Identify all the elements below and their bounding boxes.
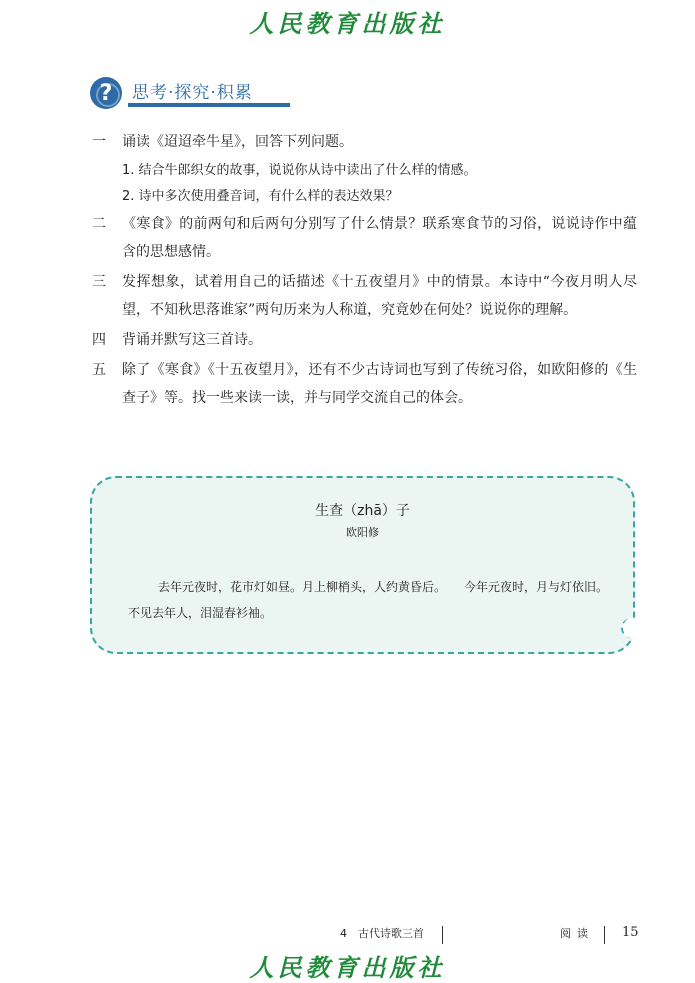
- exercise-item: [92, 326, 637, 354]
- sub-question: 1. 结合牛郎织女的故事，说说你从诗中读出了什么样的情感。: [122, 163, 477, 178]
- item-text: 背诵并默写这三首诗。: [122, 332, 262, 348]
- footer-unit: 阅读: [560, 927, 594, 940]
- exercise-item: [92, 128, 637, 156]
- poem-text: 去年元夜时，花市灯如昼。月上柳梢头，人约黄昏后。 今年元夜时，月与灯依旧。不见去年人，泪湿春衫袖。: [128, 580, 609, 620]
- poem-box: [90, 476, 635, 654]
- footer-lesson: 4 古代诗歌三首: [340, 927, 424, 940]
- poem-title: 生查（zhā）子: [315, 503, 410, 519]
- footer-divider: [604, 926, 605, 944]
- exercise-item: [92, 356, 637, 412]
- box-notch: [621, 618, 643, 638]
- item-text: 《寒食》的前两句和后两句分别写了什么情景？联系寒食节的习俗，说说诗作中蕴含的思想感情。: [122, 216, 637, 260]
- item-text: 诵读《迢迢牵牛星》，回答下列问题。: [122, 134, 353, 150]
- publisher-logo-top: 人民教育出版社: [249, 9, 446, 38]
- footer-divider: [442, 926, 443, 944]
- section-header: [90, 73, 290, 113]
- item-number: 一: [92, 134, 106, 150]
- item-text: 除了《寒食》《十五夜望月》，还有不少古诗词也写到了传统习俗，如欧阳修的《生查子》等。找一些来读一读，并与同学交流自己的体会。: [122, 362, 637, 406]
- poem-author: 欧阳修: [346, 526, 379, 539]
- item-number: 三: [92, 274, 106, 290]
- page-number: 15: [622, 925, 639, 940]
- question-icon: ?: [90, 77, 122, 109]
- exercise-list: [92, 128, 637, 414]
- item-text: 发挥想象，试着用自己的话描述《十五夜望月》中的情景。本诗中“今夜月明人尽望，不知秋思落谁家”两句历来为人称道，究竟妙在何处？说说你的理解。: [122, 274, 637, 318]
- item-number: 五: [92, 362, 106, 378]
- section-title: 思考·探究·积累: [132, 83, 253, 103]
- item-number: 二: [92, 216, 106, 232]
- section-underline: [128, 103, 290, 107]
- item-number: 四: [92, 332, 106, 348]
- exercise-item: [92, 210, 637, 266]
- sub-question: 2. 诗中多次使用叠音词，有什么样的表达效果？: [122, 189, 399, 204]
- exercise-item: [92, 268, 637, 324]
- publisher-logo-bottom: 人民教育出版社: [249, 953, 446, 982]
